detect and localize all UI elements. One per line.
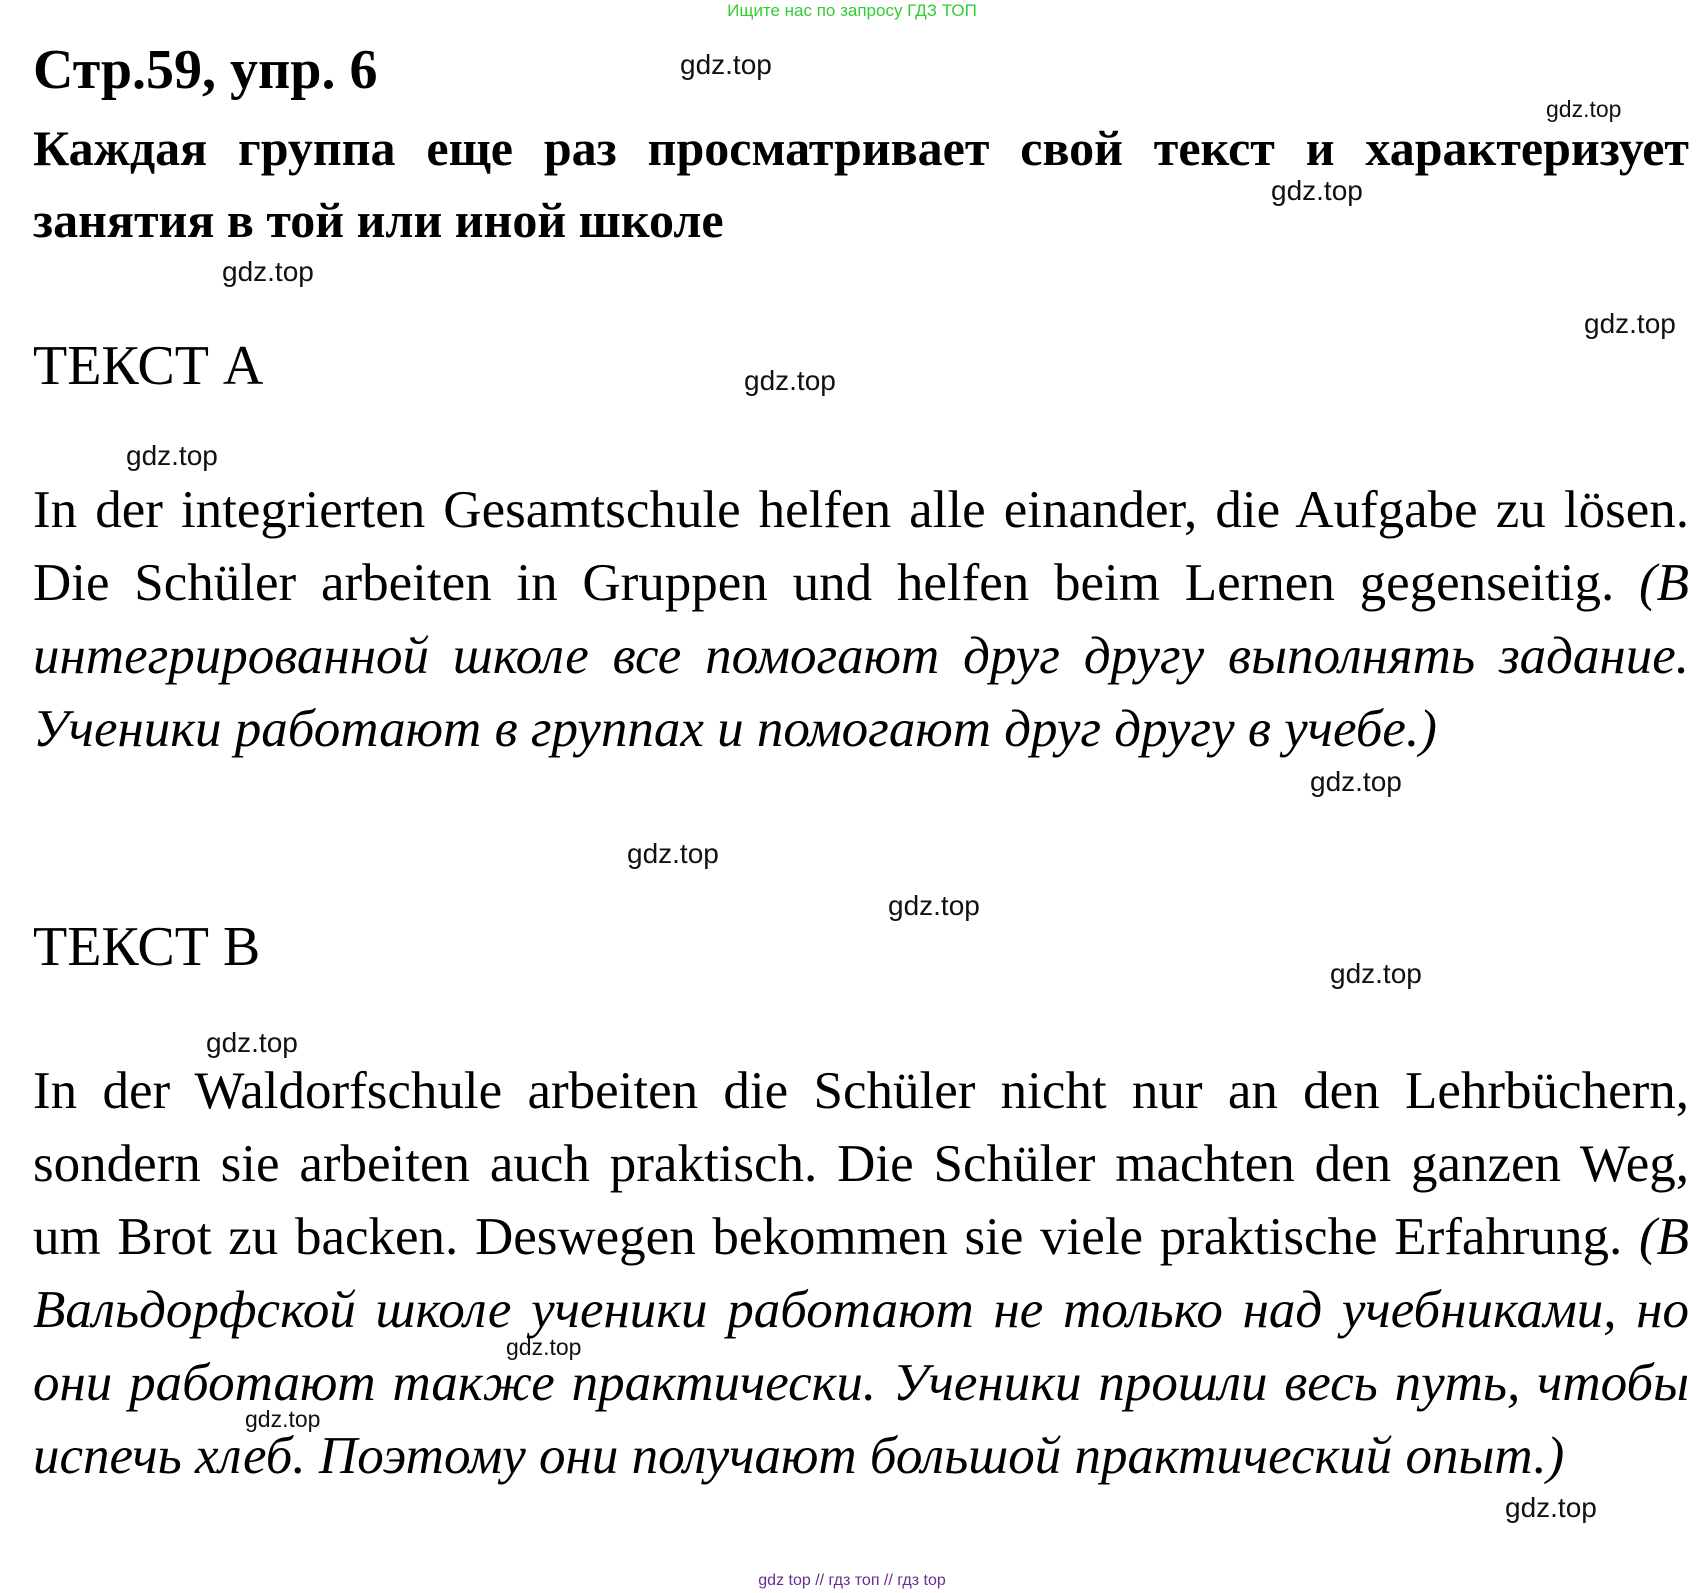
text-a-paragraph xyxy=(33,474,1689,766)
watermark: gdz.top xyxy=(680,49,772,80)
footer-links: gdz top // гдз топ // гдз top xyxy=(758,1572,946,1589)
watermark: gdz.top xyxy=(222,256,314,287)
text-b-heading: ТЕКСТ В xyxy=(33,916,261,978)
watermark: gdz.top xyxy=(1505,1492,1597,1523)
watermark: gdz.top xyxy=(627,838,719,869)
page-title: Стр.59, упр. 6 xyxy=(33,39,378,101)
watermark: gdz.top xyxy=(1546,96,1622,122)
watermark: gdz.top xyxy=(1330,958,1422,989)
watermark: gdz.top xyxy=(1310,766,1402,797)
text-a-german: In der integrierten Gesamtschule helfen alle einander, die Aufgabe zu lösen. Die Schüler arbeiten in Gruppen und helfen beim Lernen gegenseitig. xyxy=(33,481,1689,612)
watermark: gdz.top xyxy=(744,365,836,396)
text-a-heading: ТЕКСТ А xyxy=(33,335,264,397)
watermark: gdz.top xyxy=(888,890,980,921)
task-instruction: Каждая группа еще раз просматривает свой текст и характеризует занятия в той или иной школе xyxy=(33,120,1689,248)
watermark: gdz.top xyxy=(245,1406,321,1432)
watermark: gdz.top xyxy=(506,1334,582,1360)
watermark: gdz.top xyxy=(206,1027,298,1058)
text-b-translation: (В Вальдорфской школе ученики работают не только над учебниками, но они работают также практически. Ученики прошли весь путь, чтобы испечь хлеб. Поэтому они получают большой практический опыт.) xyxy=(33,1208,1690,1485)
watermark: gdz.top xyxy=(126,440,218,471)
text-a-translation: (В интегрированной школе все помогают друг другу выполнять задание. Ученики работают в группах и помогают друг другу в учебе.) xyxy=(33,554,1690,758)
text-b-german: In der Waldorfschule arbeiten die Schüler nicht nur an den Lehrbüchern, sondern sie arbeiten auch praktisch. Die Schüler machten den ganzen Weg, um Brot zu backen. Deswegen bekommen sie viele praktische Erfahrung. xyxy=(33,1062,1689,1266)
search-banner: Ищите нас по запросу ГДЗ ТОП xyxy=(727,1,977,20)
watermark: gdz.top xyxy=(1271,175,1363,206)
watermark: gdz.top xyxy=(1584,308,1676,339)
